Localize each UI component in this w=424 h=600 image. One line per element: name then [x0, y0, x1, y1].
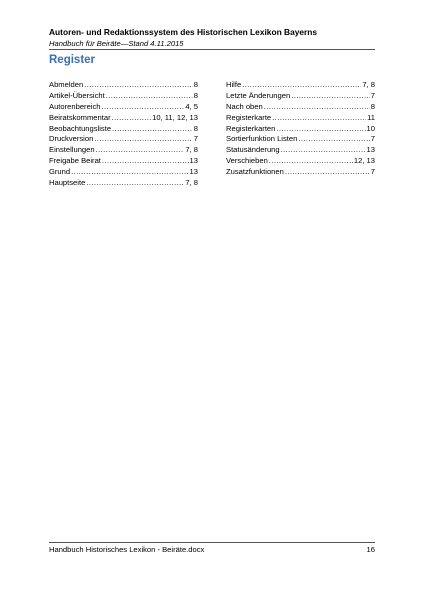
header-subtitle: Handbuch für Beiräte—Stand 4.11.2015: [49, 39, 184, 48]
dot-leader: [112, 113, 151, 124]
dot-leader: [281, 145, 366, 156]
index-term: Registerkarten: [226, 123, 276, 133]
index-term: Beiratskommentar: [49, 112, 111, 122]
footer-document-name: Handbuch Historisches Lexikon - Beiräte.docx: [49, 545, 205, 554]
index-entry: [49, 124, 198, 135]
index-term: Hauptseite: [49, 178, 86, 188]
index-term: Hilfe: [226, 80, 242, 89]
index-entry: [49, 80, 198, 91]
index-entry: [49, 145, 198, 156]
index-entry: [226, 80, 375, 91]
index-term: Artikel-Übersicht: [49, 90, 105, 100]
index-pages: 7: [370, 167, 375, 177]
index-pages: 13: [189, 156, 198, 166]
dot-leader: [94, 134, 192, 145]
index-term: Einstellungen: [49, 145, 95, 155]
index-pages: 8: [370, 101, 375, 111]
dot-leader: [264, 102, 370, 113]
index-pages: 11: [367, 112, 375, 122]
index-term: Statusänderung: [226, 145, 280, 155]
dot-leader: [285, 167, 370, 178]
index-entry: [226, 124, 375, 135]
index-entry: [226, 145, 375, 156]
index-term: Beobachtungsliste: [49, 123, 112, 133]
dot-leader: [86, 178, 184, 189]
dot-leader: [276, 124, 365, 135]
index-term: Freigabe Beirat: [49, 156, 101, 166]
index-term: Druckversion: [49, 134, 94, 144]
index-entry: [226, 167, 375, 178]
index-entry: [226, 91, 375, 102]
index-term: Autorenbereich: [49, 101, 101, 111]
index-entry: [49, 134, 198, 145]
index-entry: [49, 102, 198, 113]
index-term: Letzte Änderungen: [226, 90, 291, 100]
index-entry: [226, 134, 375, 145]
dot-leader: [96, 145, 185, 156]
index-term: Verschieben: [226, 156, 268, 166]
index-column-left: [49, 80, 198, 189]
index-pages: 7: [193, 134, 198, 144]
index-pages: 4, 5: [185, 101, 198, 111]
dot-leader: [102, 102, 185, 113]
dot-leader: [242, 80, 361, 91]
dot-leader: [298, 134, 369, 145]
index-pages: 7, 8: [362, 80, 375, 89]
index-entry: [49, 91, 198, 102]
index-pages: 10, 11, 12, 13: [152, 112, 198, 122]
index-pages: 7, 8: [185, 145, 198, 155]
index-entry: [49, 113, 198, 124]
index-pages: 12, 13: [353, 156, 375, 166]
index-pages: 8: [193, 80, 198, 89]
index-pages: 8: [193, 90, 198, 100]
dot-leader: [106, 91, 193, 102]
index-entry: [49, 167, 198, 178]
index-pages: 7, 8: [185, 178, 198, 188]
dot-leader: [272, 113, 366, 124]
index-pages: 13: [189, 167, 198, 177]
index-entry: [226, 113, 375, 124]
index-term: Grund: [49, 167, 71, 177]
index-pages: 7: [370, 90, 375, 100]
dot-leader: [71, 167, 188, 178]
index-pages: 10: [366, 123, 375, 133]
index-term: Zusatzfunktionen: [226, 167, 284, 177]
index-entry: [49, 178, 198, 189]
index-pages: 7: [370, 134, 375, 144]
header-divider: [49, 49, 375, 50]
index-pages: 8: [193, 123, 198, 133]
header-title: Autoren- und Redaktionssystem des Historischen Lexikon Bayerns: [49, 27, 318, 37]
index-entry: [226, 102, 375, 113]
index-pages: 13: [366, 145, 375, 155]
dot-leader: [291, 91, 370, 102]
section-heading: Register: [49, 54, 96, 66]
footer-page-number: 16: [366, 545, 375, 554]
dot-leader: [84, 80, 193, 91]
index-term: Nach oben: [226, 101, 263, 111]
dot-leader: [269, 156, 353, 167]
footer-divider: [49, 542, 375, 543]
index-entry: [49, 156, 198, 167]
dot-leader: [112, 124, 193, 135]
page-header: [49, 27, 375, 49]
page-footer: [49, 545, 375, 555]
dot-leader: [102, 156, 189, 167]
index-term: Sortierfunktion Listen: [226, 134, 298, 144]
index-entry: [226, 156, 375, 167]
index-term: Abmelden: [49, 80, 84, 89]
index-column-right: [226, 80, 375, 178]
index-term: Registerkarte: [226, 112, 272, 122]
